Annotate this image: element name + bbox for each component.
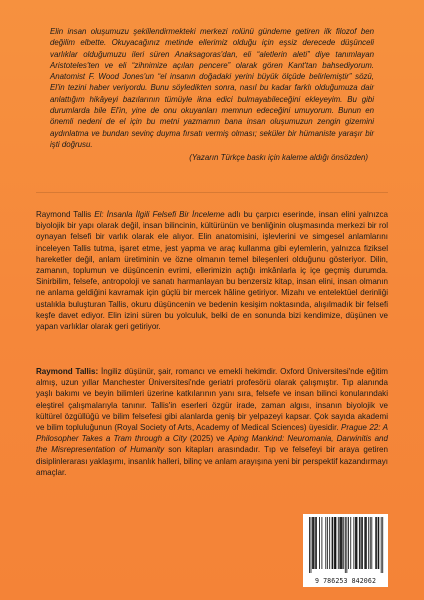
bio-book-title-2: Aping Mankind: Neuromania, Darwinitis and the Misrepresentation of Humanity	[36, 434, 389, 455]
barcode-bar	[368, 517, 369, 569]
barcode-bar	[366, 517, 367, 569]
book-summary-paragraph	[36, 209, 388, 332]
divider	[36, 192, 388, 193]
barcode-bar	[357, 517, 358, 569]
barcode-bar	[345, 517, 346, 573]
barcode-bar	[340, 517, 341, 569]
barcode-bar	[336, 517, 337, 569]
barcode-bar	[342, 517, 343, 569]
barcode-bar	[343, 517, 344, 569]
barcode-bar	[378, 517, 379, 569]
barcode-bar	[359, 517, 360, 569]
bio-text-3: son kitapları arasındadır. Tıp ve felsefeyi bir araya getiren disiplinlerarası yaklaşımı, insanlık halleri, bilinç ve anlam arayışına yeni bir perspektif kazandırmayı amaçlar.	[36, 445, 388, 477]
barcode-bar	[312, 517, 313, 569]
barcode-bar	[371, 517, 372, 569]
preface-quote	[50, 26, 374, 164]
bio-book-title-1: Prague 22: A Philosopher Takes a Tram through a City	[36, 423, 388, 444]
barcode-bar	[362, 517, 363, 569]
barcode-bar	[365, 517, 366, 569]
barcode-bar	[335, 517, 336, 569]
barcode-bar	[381, 517, 382, 573]
bio-author-name: Raymond Tallis:	[36, 367, 99, 376]
author-bio-paragraph	[36, 366, 388, 478]
barcode-bar	[311, 517, 312, 573]
barcode-bar	[341, 517, 342, 569]
barcode-bar	[338, 517, 339, 569]
barcode-bar	[375, 517, 376, 569]
barcode-bar	[364, 517, 365, 569]
barcode-bar	[353, 517, 354, 569]
barcode-bar	[346, 517, 347, 573]
barcode-bar	[355, 517, 356, 569]
barcode-bar	[378, 517, 379, 569]
barcode-bar	[313, 517, 314, 569]
author-bio	[36, 366, 388, 478]
barcode-bar	[309, 517, 310, 573]
summary-author: Raymond Tallis	[36, 210, 92, 219]
barcode-bar	[360, 517, 361, 569]
barcode-bar	[339, 517, 340, 569]
barcode-bar	[356, 517, 357, 569]
barcode-bar	[376, 517, 377, 569]
summary-text: adlı bu çarpıcı eserinde, insan elini yalnızca biyolojik bir yapı olarak değil, insan bilincinin, kültürünün ve benliğinin oluşmasında merkezi bir rol oynayan felsefi bir varlık olarak ele alıyor. Elin anatomisini, işlevlerini ve simgesel anlamlarını inceleyen Tallis tutma, işaret etme, jest yapma ve araç kullanma gibi eylemlerin, yalnızca fiziksel hareketler değil, anlam üretiminin ve özne olmanın temel bileşenleri olduğunu gösteriyor. Dilin, zamanın, toplumun ve düşüncenin evrimi, ellerimizin açtığı imkânlarla iç içe geçmiş durumda. Sinirbilim, felsefe, antropoloji ve sanatı harmanlayan bu benzersiz kitap, insan elini, insan olmanın ne anlama geldiğini kavramak için güçlü bir mercek hâline getiriyor. Mizahı ve entelektüel derinliği ustalıkla buluşturan Tallis, okuru düşüncenin ve bedenin kesişim noktasında, alışılmadık bir felsefi keşfe davet ediyor. Elin izini süren bu yolculuk, belki de en sonunda bizi kendimize, düşünen ve yapan varlıklar olarak geri getiriyor.	[36, 210, 388, 332]
isbn-barcode	[303, 514, 388, 587]
barcode-bar	[325, 517, 326, 569]
barcode-bar	[382, 517, 383, 573]
barcode-bar	[348, 517, 349, 569]
barcode-bar	[334, 517, 335, 569]
barcode-bar	[332, 517, 333, 569]
bio-text-1: İngiliz düşünür, şair, romancı ve emekli hekimdir. Oxford Üniversitesi'nde eğitim almış, uzun yıllar Manchester Üniversitesi'nde geriatri profesörü olarak çalışmıştır. Tıp alanında yaşlı bakımı ve beyin bilimleri üzerine katkılarının yanı sıra, felsefe ve insan bilinci konularındaki eleştirel çalışmalarıyla tanınır. Tallis'in eserleri özgür irade, zaman algısı, insanın biyolojik ve kültürel özgüllüğü ve bilim felsefesi gibi alanlarda geniş bir yelpazeyi kapsar. Çok sayıda akademi ve bilim topluluğunun (Royal Society of Arts, Academy of Medical Sciences) üyesidir.	[36, 367, 388, 433]
isbn-number: 9 786253 842062	[314, 577, 377, 585]
preface-quote-text: Elin insan oluşumuzu şekillendirmekteki merkezi rolünü gündeme getiren ilk filozof ben değilim elbette. Okuyacağınız metinde ellerimiz olduğu için eşsiz derecede düşünceli varlıklar olduğumuzu ileri süren Anaksagoras'dan, eli “aletlerin aleti” diye tanımlayan Aristoteles'ten ve eli “zihnimize açılan pencere” olarak gören Kant'tan bahsediyorum. Anatomist F. Wood Jones'un “el insanın doğadaki yerini büyük ölçüde belirlemiştir” sözü, El'in tezini haber veriyordu. Bunu söyledikten sonra, nasıl bu kadar farklı olduğumuza dair anlattığım hikâyeyi bazılarının tümüyle ikna edici bulmayabileceğini ekleyeyim. Bu gibi durumlarda bile El'in, yine de onu okuyanları memnun edeceğini umuyorum. Bunun en önemli nedeni de el için bu metni yazmamın bana insan oluşumuzun zengin gizemini aydınlatma ve bundan sevinç duyma fırsatı vermiş olması; seküler bir hümaniste yaraşır bir işti doğrusu.	[50, 27, 374, 149]
barcode-bar	[327, 517, 328, 569]
book-summary	[36, 209, 388, 332]
barcode-bar	[321, 517, 322, 569]
barcode-bar	[350, 517, 351, 569]
barcode-bar	[316, 517, 317, 569]
barcode-bar	[361, 517, 362, 569]
preface-quote-attribution: (Yazarın Türkçe baskı için kaleme aldığı önsözden)	[189, 153, 368, 163]
bio-text-2: (2025) ve	[186, 434, 228, 444]
barcode-bar	[319, 517, 320, 569]
barcode-graphic	[306, 517, 385, 575]
summary-book-title: El: İnsanla İlgili Felsefi Bir İnceleme	[94, 210, 225, 219]
barcode-bar	[329, 517, 330, 569]
barcode-bar	[370, 517, 371, 569]
barcode-bar	[332, 517, 333, 569]
barcode-bar	[315, 517, 316, 569]
barcode-bar	[314, 517, 315, 569]
